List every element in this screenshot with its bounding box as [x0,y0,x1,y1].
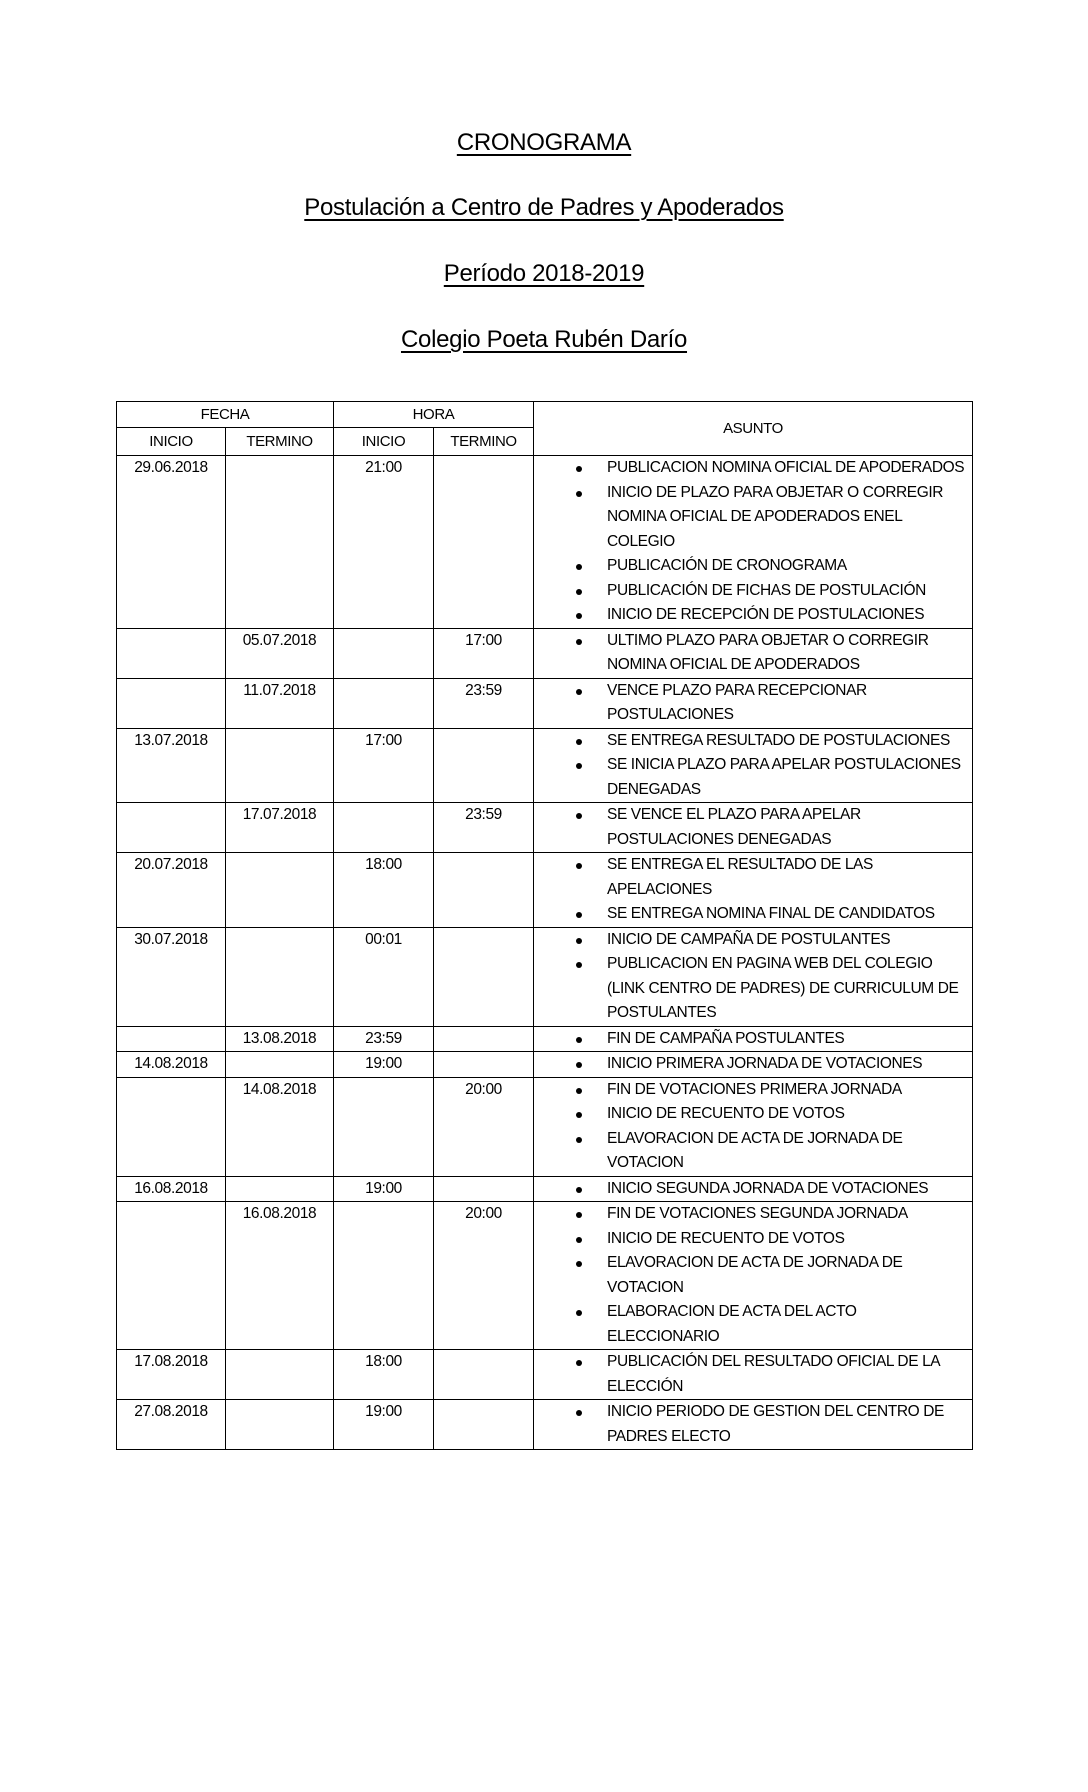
hora-inicio-cell: 00:01 [334,927,434,1026]
asunto-item [534,603,972,628]
fecha-inicio-cell [117,1077,226,1176]
asunto-item-text: PUBLICACIÓN DE CRONOGRAMA [607,557,847,574]
hora-termino-cell [434,1026,534,1052]
asunto-list [534,1350,972,1399]
asunto-item [534,1177,972,1202]
fecha-termino-cell: 14.08.2018 [226,1077,334,1176]
bullet-icon [576,938,582,944]
hora-termino-cell [434,1400,534,1450]
asunto-item [534,1127,972,1176]
asunto-item [534,1027,972,1052]
table-row [117,1400,973,1450]
table-row [117,853,973,928]
asunto-item [534,1078,972,1103]
bullet-icon [576,1261,582,1267]
document-subtitle: Postulación a Centro de Padres y Apoderados [304,194,784,221]
table-row [117,678,973,728]
asunto-cell [534,678,973,728]
fecha-termino-cell [226,1176,334,1202]
asunto-cell [534,927,973,1026]
bullet-icon [576,912,582,918]
asunto-list [534,1027,972,1052]
asunto-item [534,952,972,1026]
asunto-item [534,1202,972,1227]
bullet-icon [576,1112,582,1118]
header-hora: HORA [334,402,534,428]
asunto-item [534,803,972,852]
fecha-inicio-cell: 16.08.2018 [117,1176,226,1202]
fecha-inicio-cell [117,803,226,853]
fecha-inicio-cell [117,678,226,728]
bullet-icon [576,639,582,645]
asunto-cell [534,1350,973,1400]
bullet-icon [576,763,582,769]
fecha-termino-cell [226,927,334,1026]
asunto-item-text: FIN DE CAMPAÑA POSTULANTES [607,1029,845,1047]
fecha-inicio-cell: 14.08.2018 [117,1052,226,1078]
table-row [117,1077,973,1176]
fecha-termino-cell: 05.07.2018 [226,628,334,678]
asunto-list [534,679,972,728]
asunto-item-text: ULTIMO PLAZO PARA OBJETAR O CORREGIR NOMINA OFICIAL DE APODERADOS [607,631,929,673]
asunto-list [534,1052,972,1077]
schedule-table [116,401,973,1450]
bullet-icon [576,1360,582,1366]
fecha-inicio-cell: 17.08.2018 [117,1350,226,1400]
hora-termino-cell: 23:59 [434,678,534,728]
asunto-item-text: VENCE PLAZO PARA RECEPCIONAR POSTULACIONES [607,681,867,723]
document-period: Período 2018-2019 [443,260,645,287]
bullet-icon [576,813,582,819]
asunto-item [534,753,972,802]
school-name: Colegio Poeta Rubén Darío [400,326,688,353]
bullet-icon [576,589,582,595]
asunto-list [534,1177,972,1202]
asunto-item-text: INICIO DE RECUENTO DE VOTOS [607,1105,845,1122]
fecha-inicio-cell [117,1026,226,1052]
table-row [117,927,973,1026]
bullet-icon [576,689,582,695]
hora-inicio-cell: 18:00 [334,853,434,928]
table-row [117,1052,973,1078]
asunto-list [534,928,972,1026]
asunto-cell [534,1077,973,1176]
fecha-termino-cell [226,728,334,803]
asunto-cell [534,728,973,803]
asunto-item [534,1350,972,1399]
hora-termino-cell [434,728,534,803]
asunto-item-text: INICIO DE RECUENTO DE VOTOS [607,1229,845,1247]
asunto-item-text: FIN DE VOTACIONES SEGUNDA JORNADA [607,1205,908,1222]
fecha-termino-cell [226,1052,334,1078]
fecha-inicio-cell: 13.07.2018 [117,728,226,803]
table-row [117,1176,973,1202]
asunto-cell [534,628,973,678]
asunto-list [534,1202,972,1349]
hora-termino-cell [434,1350,534,1400]
hora-inicio-cell [334,1077,434,1176]
asunto-cell [534,1026,973,1052]
fecha-inicio-cell [117,628,226,678]
asunto-item [534,1400,972,1449]
hora-inicio-cell: 19:00 [334,1052,434,1078]
asunto-item [534,928,972,953]
asunto-item [534,902,972,927]
bullet-icon [576,962,582,968]
asunto-item-text: INICIO SEGUNDA JORNADA DE VOTACIONES [607,1179,929,1197]
asunto-item [534,1102,972,1127]
asunto-cell [534,456,973,629]
bullet-icon [576,1410,582,1416]
hora-termino-cell: 17:00 [434,628,534,678]
asunto-item-text: PUBLICACION NOMINA OFICIAL DE APODERADOS [607,459,965,476]
fecha-termino-cell: 11.07.2018 [226,678,334,728]
asunto-item [534,481,972,555]
header-asunto: ASUNTO [534,402,973,456]
asunto-item [534,554,972,579]
hora-inicio-cell [334,628,434,678]
bullet-icon [576,491,582,497]
hora-inicio-cell: 21:00 [334,456,434,629]
asunto-item [534,1251,972,1300]
fecha-termino-cell [226,1400,334,1450]
asunto-cell [534,1202,973,1350]
asunto-list [534,1078,972,1176]
hora-termino-cell: 20:00 [434,1202,534,1350]
hora-termino-cell [434,927,534,1026]
table-row [117,1202,973,1350]
bullet-icon [576,613,582,619]
fecha-termino-cell [226,853,334,928]
hora-inicio-cell: 19:00 [334,1400,434,1450]
header-fecha-inicio: INICIO [117,428,226,456]
asunto-item-text: ELABORACION DE ACTA DEL ACTO ELECCIONARIO [607,1303,857,1345]
asunto-item-text: INICIO DE PLAZO PARA OBJETAR O CORREGIR NOMINA OFICIAL DE APODERADOS ENEL COLEGIO [607,483,944,550]
asunto-item-text: INICIO DE CAMPAÑA DE POSTULANTES [607,930,891,948]
asunto-item [534,629,972,678]
asunto-list [534,1400,972,1449]
fecha-termino-cell [226,456,334,629]
fecha-termino-cell [226,1350,334,1400]
fecha-termino-cell: 16.08.2018 [226,1202,334,1350]
asunto-item-text: FIN DE VOTACIONES PRIMERA JORNADA [607,1080,902,1098]
hora-inicio-cell: 19:00 [334,1176,434,1202]
header-hora-inicio: INICIO [334,428,434,456]
bullet-icon [576,1187,582,1193]
bullet-icon [576,1088,582,1094]
asunto-list [534,629,972,678]
fecha-inicio-cell: 29.06.2018 [117,456,226,629]
header-fecha: FECHA [117,402,334,428]
hora-inicio-cell: 23:59 [334,1026,434,1052]
asunto-cell [534,803,973,853]
asunto-cell [534,1176,973,1202]
hora-termino-cell: 23:59 [434,803,534,853]
bullet-icon [576,1212,582,1218]
document-title: CRONOGRAMA [456,129,632,156]
asunto-item [534,679,972,728]
hora-termino-cell: 20:00 [434,1077,534,1176]
asunto-list [534,853,972,927]
hora-inicio-cell [334,803,434,853]
hora-termino-cell [434,456,534,629]
hora-termino-cell [434,1176,534,1202]
bullet-icon [576,1137,582,1143]
asunto-item-text: ELAVORACION DE ACTA DE JORNADA DE VOTACION [607,1254,903,1296]
asunto-item-text: SE ENTREGA EL RESULTADO DE LAS APELACIONES [607,856,873,898]
asunto-item [534,456,972,481]
asunto-cell [534,853,973,928]
asunto-item-text: INICIO DE RECEPCIÓN DE POSTULACIONES [607,606,925,623]
asunto-item-text: INICIO PRIMERA JORNADA DE VOTACIONES [607,1055,923,1072]
asunto-item [534,853,972,902]
hora-termino-cell [434,853,534,928]
asunto-item-text: PUBLICACIÓN DE FICHAS DE POSTULACIÓN [607,581,926,599]
fecha-inicio-cell: 20.07.2018 [117,853,226,928]
asunto-item [534,1052,972,1077]
asunto-item-text: ELAVORACION DE ACTA DE JORNADA DE VOTACION [607,1129,903,1171]
fecha-inicio-cell: 30.07.2018 [117,927,226,1026]
asunto-item [534,579,972,604]
asunto-cell [534,1052,973,1078]
asunto-item-text: PUBLICACION EN PAGINA WEB DEL COLEGIO (LINK CENTRO DE PADRES) DE CURRICULUM DE POSTULANTES [607,955,959,1021]
schedule-table-body [117,456,973,1450]
bullet-icon [576,1062,582,1068]
table-row [117,803,973,853]
asunto-item-text: SE ENTREGA RESULTADO DE POSTULACIONES [607,731,950,749]
header-fecha-termino: TERMINO [226,428,334,456]
bullet-icon [576,466,582,472]
asunto-item-text: PUBLICACIÓN DEL RESULTADO OFICIAL DE LA ELECCIÓN [607,1353,940,1395]
table-row [117,456,973,629]
bullet-icon [576,1037,582,1043]
bullet-icon [576,1237,582,1243]
asunto-item [534,1300,972,1349]
asunto-item [534,729,972,754]
table-row [117,628,973,678]
bullet-icon [576,863,582,869]
fecha-inicio-cell: 27.08.2018 [117,1400,226,1450]
hora-inicio-cell: 17:00 [334,728,434,803]
asunto-item-text: SE VENCE EL PLAZO PARA APELAR POSTULACIONES DENEGADAS [607,806,861,848]
schedule-table-header [117,402,973,456]
asunto-list [534,456,972,628]
hora-inicio-cell [334,678,434,728]
table-row [117,728,973,803]
asunto-item-text: SE ENTREGA NOMINA FINAL DE CANDIDATOS [607,905,935,922]
fecha-termino-cell: 13.08.2018 [226,1026,334,1052]
bullet-icon [576,739,582,745]
bullet-icon [576,564,582,570]
asunto-list [534,729,972,803]
table-row [117,1350,973,1400]
asunto-item-text: SE INICIA PLAZO PARA APELAR POSTULACIONES DENEGADAS [607,756,961,798]
fecha-inicio-cell [117,1202,226,1350]
bullet-icon [576,1310,582,1316]
hora-inicio-cell: 18:00 [334,1350,434,1400]
fecha-termino-cell: 17.07.2018 [226,803,334,853]
hora-termino-cell [434,1052,534,1078]
asunto-list [534,803,972,852]
table-row [117,1026,973,1052]
asunto-cell [534,1400,973,1450]
header-hora-termino: TERMINO [434,428,534,456]
asunto-item [534,1227,972,1252]
asunto-item-text: INICIO PERIODO DE GESTION DEL CENTRO DE PADRES ELECTO [607,1403,944,1445]
hora-inicio-cell [334,1202,434,1350]
